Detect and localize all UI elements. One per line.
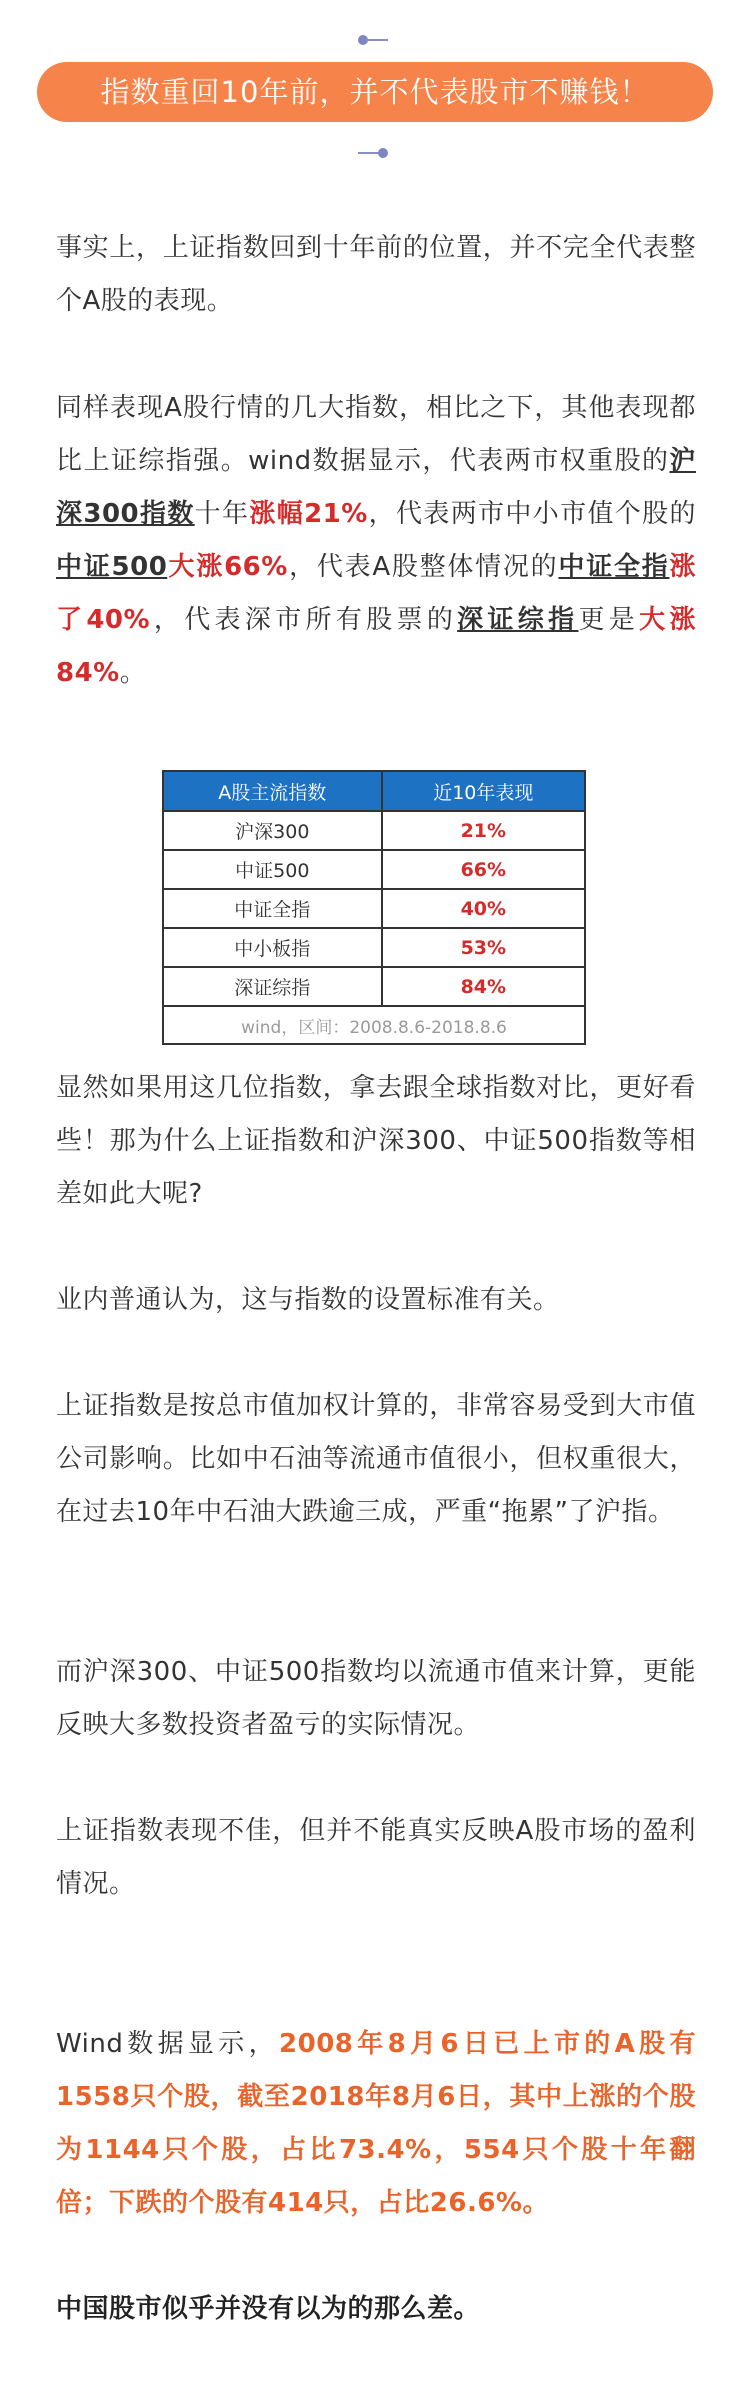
top-decoration [358, 35, 392, 45]
text: 。 [119, 658, 147, 688]
index-name-hs300: 沪深300指数 [56, 446, 696, 529]
table-note-row [163, 1006, 585, 1044]
table-cell-index: 中证500 [163, 850, 382, 889]
paragraph-industry-view: 业内普通认为，这与指数的设置标准有关。 [56, 1285, 560, 1315]
paragraph-sse-weighting: 上证指数是按总市值加权计算的，非常容易受到大市值公司影响。比如中石油等流通市值很小，但权重很大，在过去10年中石油大跌逾三成，严重“拖累”了沪指。 [56, 1391, 696, 1527]
text: 更是 [578, 605, 640, 635]
table-header-performance: 近10年表现 [382, 771, 585, 811]
table-header-row [163, 771, 585, 811]
highlight-stock-stats: 2008年8月6日已上市的A股有1558只个股，截至2018年8月6日，其中上涨的个股为1144只个股，占比73.4%，554只个股十年翻倍；下跌的个股有414只，占比26.6%。 [56, 2029, 697, 2218]
paragraph-index-comparison [56, 382, 696, 700]
table-row [163, 928, 585, 967]
paragraph-free-float: 而沪深300、中证500指数均以流通市值来计算，更能反映大多数投资者盈亏的实际情况。 [56, 1657, 696, 1740]
highlight-hs300-gain: 涨幅21% [249, 499, 368, 529]
table-row [163, 967, 585, 1006]
text: 十年 [194, 499, 250, 529]
text: Wind数据显示， [56, 2029, 280, 2059]
index-name-szzz: 深证综指 [457, 605, 579, 635]
paragraph-intro: 事实上，上证指数回到十年前的位置，并不完全代表整个A股的表现。 [56, 233, 696, 316]
text: ，代表A股整体情况的 [287, 552, 559, 582]
index-performance-table [162, 770, 586, 1045]
paragraph-question: 显然如果用这几位指数，拿去跟全球指数对比，更好看些！那为什么上证指数和沪深300、中证500指数等相差如此大呢? [56, 1073, 696, 1209]
index-name-zz500: 中证500 [56, 552, 168, 582]
decoration-line [358, 152, 380, 154]
article-title: 指数重回10年前，并不代表股市不赚钱！ [37, 62, 713, 122]
table-cell-value: 84% [382, 967, 585, 1006]
text: ，代表深市所有股票的 [150, 605, 458, 635]
table-row [163, 889, 585, 928]
bottom-decoration [358, 148, 392, 158]
text: 同样表现A股行情的几大指数，相比之下，其他表现都比上证综指强。wind数据显示，代表两市权重股的 [56, 393, 696, 476]
table-cell-index: 中证全指 [163, 889, 382, 928]
paragraph-sse-conclusion: 上证指数表现不佳，但并不能真实反映A股市场的盈利情况。 [56, 1816, 696, 1899]
index-name-zzqz: 中证全指 [558, 552, 670, 582]
highlight-zz500-gain: 大涨66% [167, 552, 288, 582]
table-row [163, 811, 585, 850]
table-cell-index: 中小板指 [163, 928, 382, 967]
table-cell-value: 21% [382, 811, 585, 850]
highlight-szzz-gain: 大涨84% [56, 605, 696, 688]
table-cell-index: 沪深300 [163, 811, 382, 850]
table-header-index: A股主流指数 [163, 771, 382, 811]
table-cell-value: 53% [382, 928, 585, 967]
decoration-dot-icon [378, 148, 388, 158]
text: ，代表两市中小市值个股的 [367, 499, 696, 529]
table-row [163, 850, 585, 889]
highlight-zzqz-gain: 涨了40% [56, 552, 696, 635]
paragraph-final: 中国股市似乎并没有以为的那么差。 [56, 2294, 481, 2324]
decoration-line [366, 39, 388, 41]
table-cell-value: 66% [382, 850, 585, 889]
table-cell-value: 40% [382, 889, 585, 928]
table-cell-index: 深证综指 [163, 967, 382, 1006]
table-source-note: wind，区间：2008.8.6-2018.8.6 [163, 1006, 585, 1044]
paragraph-wind-stats [56, 2018, 696, 2230]
